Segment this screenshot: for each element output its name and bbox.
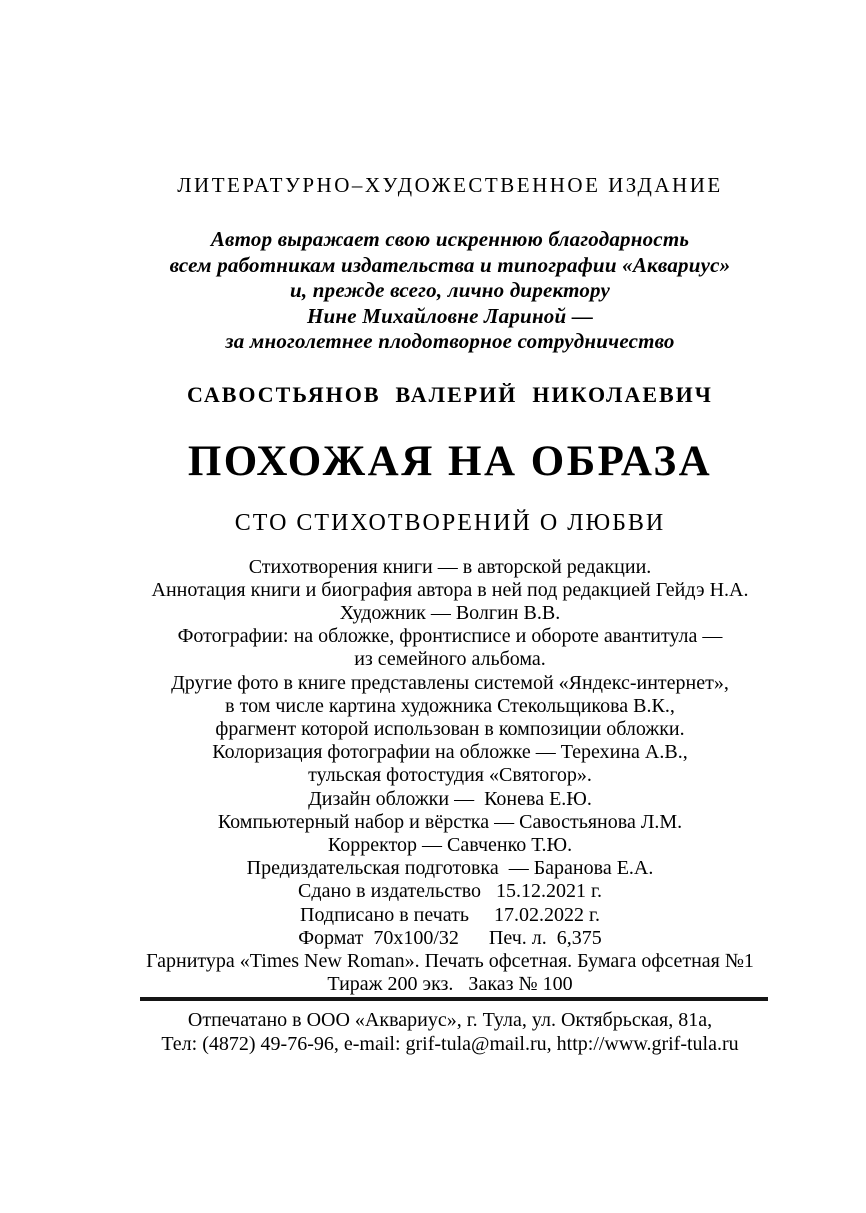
colophon-line: в том числе картина художника Стекольщикова В.К., [225, 694, 675, 717]
colophon-line: Колоризация фотографии на обложке — Терехина А.В., [212, 741, 688, 764]
imprint-line: Тел: (4872) 49-76-96, e-mail: grif-tula@mail.ru, http://www.grif-tula.ru [161, 1032, 739, 1055]
imprint-line: Отпечатано в ООО «Аквариус», г. Тула, ул. Октябрьская, 81а, [187, 1009, 713, 1032]
colophon-page [100, 0, 800, 1056]
colophon-line: Другие фото в книге представлены системой «Яндекс-интернет», [171, 671, 729, 694]
book-title: ПОХОЖАЯ НА ОБРАЗА [187, 437, 713, 485]
edition-heading: ЛИТЕРАТУРНО–ХУДОЖЕСТВЕННОЕ ИЗДАНИЕ [177, 173, 723, 197]
colophon-line: Корректор — Савченко Т.Ю. [327, 833, 573, 856]
dedication-line: Автор выражает свою искреннюю благодарность [210, 227, 690, 251]
dedication-line: за многолетнее плодотворное сотрудничество [225, 329, 675, 353]
dedication-block [100, 227, 800, 355]
colophon-line: тульская фотостудия «Святогор». [308, 764, 592, 787]
imprint-block [100, 1009, 800, 1056]
dedication-line: и, прежде всего, лично директору [289, 278, 611, 302]
colophon-line: Художник — Волгин В.В. [339, 601, 561, 624]
colophon-line: Сдано в издательство 15.12.2021 г. [298, 880, 602, 903]
colophon-line: Стихотворения книги — в авторской редакции. [248, 555, 652, 578]
colophon-line: Аннотация книги и биография автора в ней под редакцией Гейдэ Н.А. [151, 578, 749, 601]
colophon-line: из семейного альбома. [354, 648, 546, 671]
colophon-block [100, 556, 800, 997]
colophon-line: Фотографии: на обложке, фронтисписе и обороте авантитула — [177, 625, 723, 648]
colophon-line: Тираж 200 экз. Заказ № 100 [327, 973, 573, 996]
colophon-line: Предиздательская подготовка — Баранова Е.А. [246, 857, 654, 880]
colophon-line: Дизайн обложки — Конева Е.Ю. [308, 787, 592, 810]
divider-rule [140, 997, 768, 1001]
colophon-line: Подписано в печать 17.02.2022 г. [300, 903, 600, 926]
colophon-line: Гарнитура «Times New Roman». Печать офсетная. Бумага офсетная №1 [146, 949, 754, 972]
colophon-line: Компьютерный набор и вёрстка — Савостьянова Л.М. [217, 810, 683, 833]
dedication-line: Нине Михайловне Лариной — [306, 303, 594, 328]
dedication-line: всем работникам издательства и типографии «Аквариус» [169, 252, 731, 277]
book-subtitle: СТО СТИХОТВОРЕНИЙ О ЛЮБВИ [234, 509, 666, 536]
colophon-line: Формат 70х100/32 Печ. л. 6,375 [298, 926, 602, 949]
author-name: САВОСТЬЯНОВ ВАЛЕРИЙ НИКОЛАЕВИЧ [187, 381, 713, 407]
colophon-line: фрагмент которой использован в композиции обложки. [215, 717, 685, 740]
